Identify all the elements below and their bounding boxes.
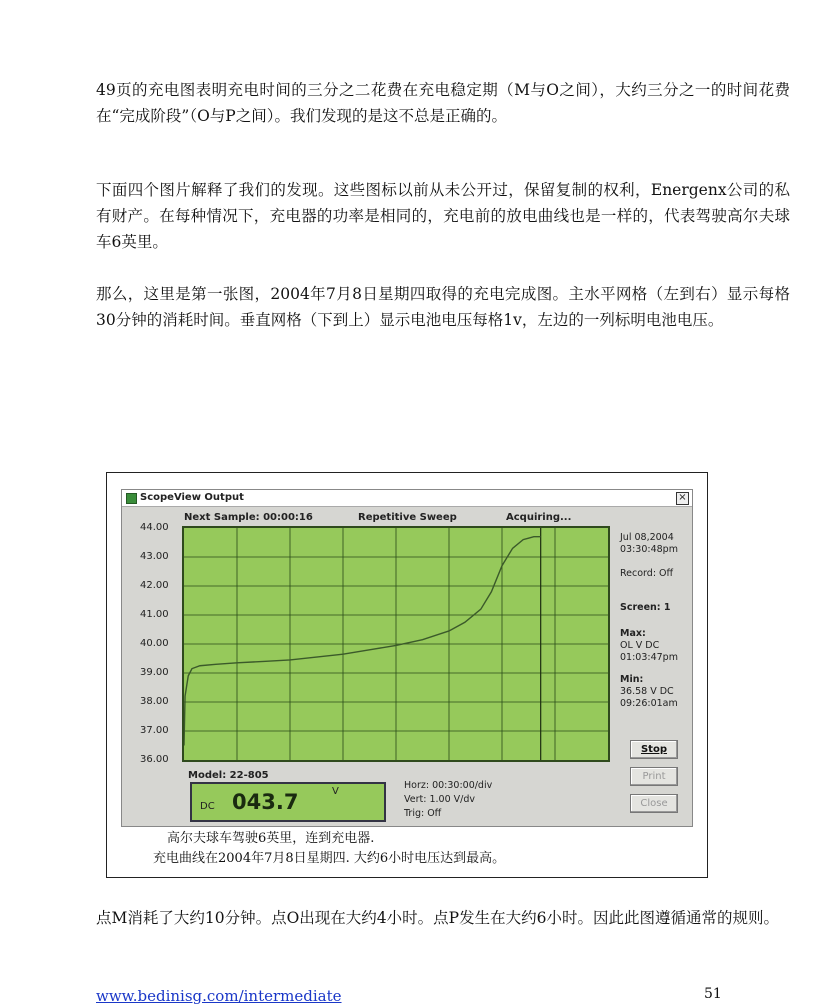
next-sample-label: Next Sample: 00:00:16 — [184, 512, 313, 523]
meter-mode: DC — [200, 801, 215, 812]
y-tick-label: 40.00 — [140, 638, 169, 649]
paragraph-conclusion: 点M消耗了大约10分钟。点O出现在大约4小时。点P发生在大约6小时。因此此图遵循通常的规则。 — [96, 909, 779, 927]
max-label-text: Max: — [620, 628, 646, 639]
max-label — [620, 628, 646, 640]
trig-setting: Trig: Off — [404, 808, 442, 819]
window-title: ScopeView Output — [140, 492, 244, 503]
paragraph-findings: 下面四个图片解释了我们的发现。这些图标以前从未公开过，保留复制的权利，Energenx公司的私有财产。在每种情况下，充电器的功率是相同的，充电前的放电曲线也是一样的，代表驾驶高尔夫球车6英里。 — [96, 181, 790, 251]
status-label: Acquiring... — [506, 512, 572, 523]
app-icon — [126, 493, 137, 504]
horz-setting: Horz: 00:30:00/div — [404, 780, 493, 791]
stop-button[interactable]: Stop — [630, 740, 678, 759]
min-label-text: Min: — [620, 674, 644, 685]
window-titlebar — [122, 490, 692, 507]
y-tick-label: 43.00 — [140, 551, 169, 562]
y-tick-label: 36.00 — [140, 754, 169, 765]
record-status: Record: Off — [620, 568, 674, 579]
screen-readout — [620, 602, 671, 614]
min-time: 09:26:01am — [620, 698, 678, 709]
y-tick-label: 37.00 — [140, 725, 169, 736]
y-tick-label: 38.00 — [140, 696, 169, 707]
meter-reading: 043.7 — [232, 790, 299, 814]
min-label — [620, 674, 643, 686]
min-value: 36.58 V DC — [620, 686, 674, 697]
model-label: Model: 22-805 — [188, 770, 269, 781]
date-readout: Jul 08,2004 — [620, 532, 674, 543]
scope-screen — [182, 526, 610, 762]
y-tick-label: 41.00 — [140, 609, 169, 620]
figure-caption-2: 充电曲线在2004年7月8日星期四. 大约6小时电压达到最高。 — [153, 851, 506, 866]
page-number: 51 — [704, 986, 722, 1002]
meter-display — [190, 782, 386, 822]
print-button[interactable]: Print — [630, 767, 678, 786]
figure-frame — [106, 472, 708, 878]
max-time: 01:03:47pm — [620, 652, 678, 663]
close-button[interactable]: Close — [630, 794, 678, 813]
voltage-trace-line — [184, 537, 541, 746]
close-icon[interactable]: × — [676, 492, 689, 505]
screen-label: Screen: 1 — [620, 602, 671, 613]
voltage-chart — [184, 528, 608, 760]
vert-setting: Vert: 1.00 V/dv — [404, 794, 475, 805]
sweep-mode-label: Repetitive Sweep — [358, 512, 457, 523]
meter-unit: V — [332, 786, 339, 797]
time-readout: 03:30:48pm — [620, 544, 678, 555]
paragraph-intro: 49页的充电图表明充电时间的三分之二花费在充电稳定期（M与O之间），大约三分之一的时间花费在“完成阶段”（O与P之间）。我们发现的是这不总是正确的。 — [96, 81, 790, 125]
scopeview-window — [121, 489, 693, 827]
y-tick-label: 39.00 — [140, 667, 169, 678]
max-value: OL V DC — [620, 640, 660, 651]
figure-caption-1: 高尔夫球车驾驶6英里，连到充电器. — [167, 831, 375, 846]
paragraph-first-chart: 那么，这里是第一张图，2004年7月8日星期四取得的充电完成图。主水平网格（左到右）显示每格30分钟的消耗时间。垂直网格（下到上）显示电池电压每格1v，左边的一列标明电池电压。 — [96, 285, 790, 329]
y-tick-label: 42.00 — [140, 580, 169, 591]
footer-link[interactable]: www.bedinisg.com/intermediate — [96, 987, 342, 1005]
y-tick-label: 44.00 — [140, 522, 169, 533]
